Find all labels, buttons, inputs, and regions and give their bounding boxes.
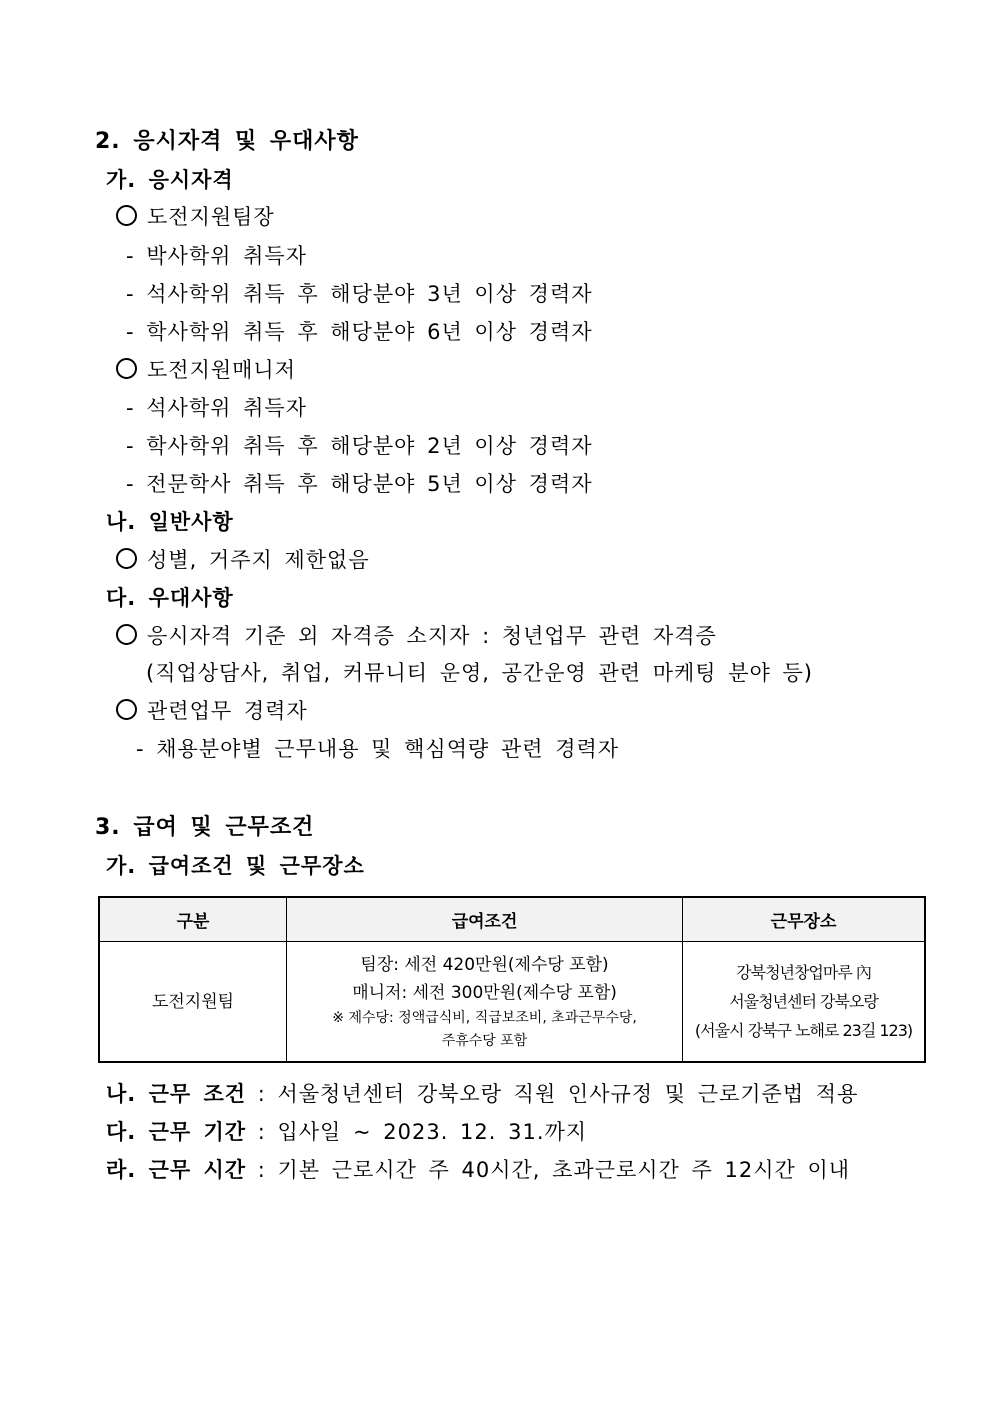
team-lead-item: - 박사학위 취득자 [126, 244, 307, 268]
cell-place [683, 942, 925, 1063]
section2-b-title: 나. 일반사항 [106, 510, 234, 534]
manager-item: - 석사학위 취득자 [126, 396, 307, 420]
section2-a-title: 가. 응시자격 [106, 168, 234, 192]
work-hours-label: 라. 근무 시간 [106, 1158, 247, 1182]
work-period-label: 다. 근무 기간 [106, 1120, 247, 1144]
circle-bullet-icon [116, 624, 137, 645]
manager-item: - 학사학위 취득 후 해당분야 2년 이상 경력자 [126, 434, 593, 458]
header-pay: 급여조건 [287, 897, 683, 942]
place-line: (서울시 강북구 노해로 23길 123) [694, 1021, 913, 1040]
circle-bullet-icon [116, 358, 137, 379]
cell-category: 도전지원팀 [99, 942, 287, 1063]
general-item [116, 544, 370, 574]
team-lead-item: - 학사학위 취득 후 해당분야 6년 이상 경력자 [126, 320, 593, 344]
preference-item [116, 695, 308, 725]
work-hours-value: : 기본 근로시간 주 40시간, 초과근로시간 주 12시간 이내 [246, 1158, 851, 1182]
preference-item-sub: - 채용분야별 근무내용 및 핵심역량 관련 경력자 [136, 737, 620, 761]
preference-item [116, 620, 717, 650]
team-lead-item: - 석사학위 취득 후 해당분야 3년 이상 경력자 [126, 282, 593, 306]
manager-heading [116, 354, 296, 384]
place-line: 서울청년센터 강북오랑 [729, 992, 878, 1011]
work-hours [106, 1154, 850, 1184]
cell-pay [287, 942, 683, 1063]
circle-bullet-icon [116, 699, 137, 720]
team-lead-label: 도전지원팀장 [147, 205, 275, 229]
general-item-text: 성별, 거주지 제한없음 [147, 548, 370, 572]
section2-c-title: 다. 우대사항 [106, 586, 234, 610]
header-category: 구분 [99, 897, 287, 942]
preference-item-text: 응시자격 기준 외 자격증 소지자 : 청년업무 관련 자격증 [147, 624, 717, 648]
work-conditions-label: 나. 근무 조건 [106, 1082, 247, 1106]
circle-bullet-icon [116, 548, 137, 569]
pay-table [98, 896, 926, 1063]
preference-item-text: 관련업무 경력자 [147, 699, 308, 723]
table-row [99, 942, 925, 1063]
team-lead-heading [116, 201, 275, 231]
manager-label: 도전지원매니저 [147, 358, 297, 382]
manager-item: - 전문학사 취득 후 해당분야 5년 이상 경력자 [126, 472, 593, 496]
preference-item-sub: (직업상담사, 취업, 커뮤니티 운영, 공간운영 관련 마케팅 분야 등) [146, 661, 813, 685]
work-period [106, 1116, 587, 1146]
circle-bullet-icon [116, 205, 137, 226]
pay-line: 팀장: 세전 420만원(제수당 포함) [360, 954, 609, 975]
section3-a-title: 가. 급여조건 및 근무장소 [106, 854, 365, 878]
section3-title: 3. 급여 및 근무조건 [95, 815, 315, 840]
place-line: 강북청년창업마루 內 [736, 963, 871, 982]
pay-line: 매니저: 세전 300만원(제수당 포함) [352, 982, 617, 1003]
work-period-value: : 입사일 ~ 2023. 12. 31.까지 [246, 1120, 588, 1144]
pay-note: 주휴수당 포함 [441, 1032, 528, 1049]
table-header-row [99, 897, 925, 942]
work-conditions [106, 1078, 858, 1108]
header-place: 근무장소 [683, 897, 925, 942]
work-conditions-value: : 서울청년센터 강북오랑 직원 인사규정 및 근로기준법 적용 [246, 1082, 859, 1106]
pay-note: ※ 제수당: 정액급식비, 직급보조비, 초과근무수당, [332, 1009, 637, 1026]
section2-title: 2. 응시자격 및 우대사항 [95, 129, 359, 154]
